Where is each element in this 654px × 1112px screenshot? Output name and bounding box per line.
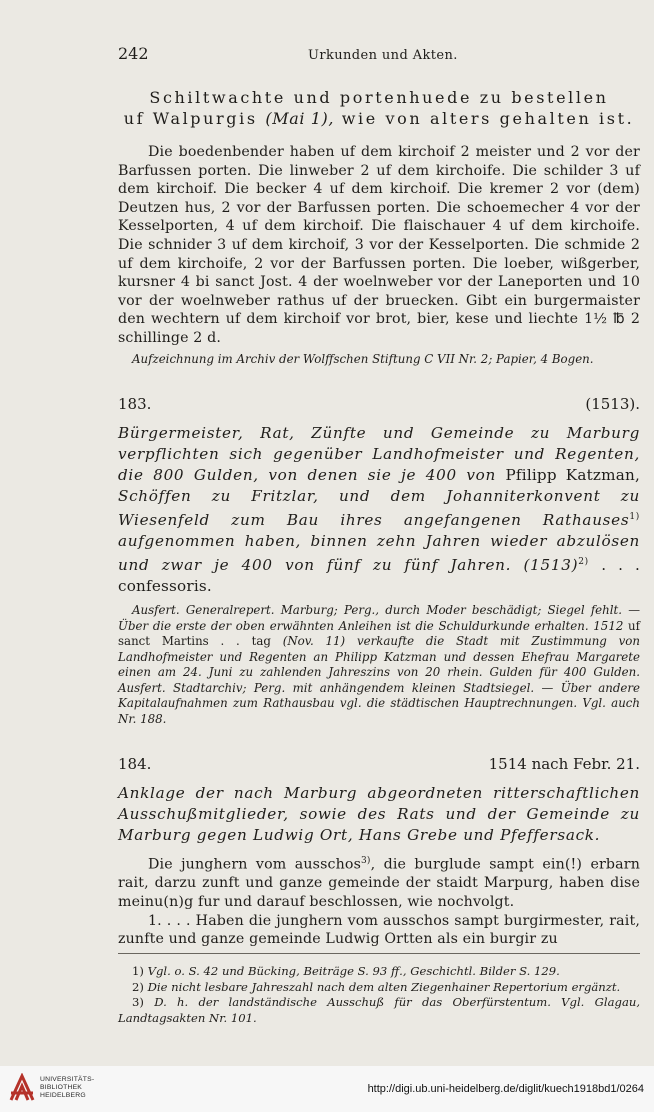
doc-184-heading <box>118 755 640 773</box>
footnote-mark-2[interactable]: 2) <box>578 557 589 568</box>
footnotes <box>118 953 640 1026</box>
doc-183-title: Bürgermeister, Rat, Zünfte und Gemeinde zu Marburg verpflichten sich gegenüber Landhofmeister und Regenten, die 800 Gulden, von denen sie je 400 von Pfilipp Katzman, Schöffen zu Fritzlar, und dem Johanniterkonvent zu Wiesenfeld zum Bau ihres angefangenen Rathauses$^{1)}$ aufgenommen haben, binnen zehn Jahren wieder abzulösen und zwar je 400 von fünf zu fünf Jahren. $(1513)^{2)}$ . . . confessoris. <box>118 424 641 596</box>
footnote-mark-1[interactable]: 1) <box>629 512 640 523</box>
doc-184-title: Anklage der nach Marburg abgeordneten ritterschaftlichen Ausschußmitglieder, sowie des Rats und der Gemeinde zu Marburg gegen Ludwig Ort, Hans Grebe und Pfeffersack. <box>118 784 640 845</box>
section-title-line1: Schiltwachte und portenhuede zu bestellen <box>149 88 609 107</box>
footnote-1: 1) Vgl. o. S. 42 und Bücking, Beiträge S. 93 ff., Geschichtl. Bilder S. 129. <box>132 964 560 978</box>
library-name: UNIVERSITÄTS- BIBLIOTHEK HEIDELBERG <box>40 1076 95 1099</box>
section-body: Die boedenbender haben uf dem kirchoif 2 meister und 2 vor der Barfussen porten. Die linweber 2 uf dem kirchoife. Die schilder 3 uf dem kirchoif. Die becker 4 uf dem kirchoif. Die kremer 2 vor (dem) Deutzen hus, 2 vor der Barfussen porten. Die schoemecher 4 vor der Kesselporten, 4 uf dem kirchoif. Die flaischauer 4 uf dem kirchoife. Die schnider 3 uf dem kirchoif, 3 vor der Kesselporten. Die schmide 2 uf dem kirchoife, 2 vor der Barfussen porten. Die loeber, wißgerber, kursner 4 bi sanct Jost. 4 der woelnweber vor der Laneporten und 10 vor der woelnweber rathus uf der bruecken. Gibt ein burgermaister den wechtern uf dem kirchoif vor brot, bier, kese und liechte 1½ ℔ 2 schillinge 2 d. <box>118 144 640 346</box>
library-footer <box>0 1066 654 1112</box>
section-archival-note: Aufzeichnung im Archiv der Wolffschen Stiftung C VII Nr. 2; Papier, 4 Bogen. <box>132 351 594 366</box>
section-title <box>118 87 640 129</box>
footnote-2: 2) Die nicht lesbare Jahreszahl nach dem alten Ziegenhainer Repertorium ergänzt. <box>132 979 621 994</box>
doc-183-date: (1513). <box>585 395 640 414</box>
section-title-date: (Mai 1), <box>265 109 335 128</box>
footnote-mark-3[interactable]: 3) <box>361 856 371 867</box>
running-title: Urkunden und Akten. <box>308 48 458 63</box>
doc-183-number: 183. <box>118 395 152 414</box>
doc-183-heading <box>118 395 640 413</box>
source-url-link[interactable]: http://digi.ub.uni-heidelberg.de/diglit/kuech1918bd1/0264 <box>367 1083 644 1095</box>
doc-184-body-2: 1. . . . Haben die junghern vom ausschos sampt burgirmester, rait, zunfte und ganze gemeinde Ludwig Ortten als ein burgir zu <box>118 912 640 948</box>
page-number: 242 <box>118 44 149 63</box>
library-logo-icon[interactable] <box>8 1073 36 1103</box>
section-title-line2: uf Walpurgis (Mai 1), wie von alters gehalten ist. <box>123 109 635 128</box>
doc-184-number: 184. <box>118 755 152 774</box>
page-header <box>118 44 640 63</box>
doc-184-body-1: Die junghern vom ausschos$^{3)}$, die burglude sampt ein(!) erbarn rait, darzu zunft und ganze gemeinde der staidt Marpurg, haben dise meinu(n)g fur und darauf beschlossen, wie nochvolgt. <box>118 856 640 911</box>
page-content <box>118 44 640 949</box>
footnote-3: 3) D. h. der landständische Ausschuß für das Oberfürstentum. Vgl. Glagau, Landtagsakten Nr. 101. <box>118 995 641 1025</box>
doc-184-date: 1514 nach Febr. 21. <box>488 755 640 774</box>
doc-183-note: Ausfert. Generalrepert. Marburg; Perg., durch Moder beschädigt; Siegel fehlt. — Über die erste der oben erwähnten Anleihen ist die Schuldurkunde erhalten. 1512 uf sanct Martins . . tag (Nov. 11) verkaufte die Stadt mit Zustimmung von Landhofmeister und Regenten an Philipp Katzman und dessen Ehefrau Margarete einen am 24. Juni zu zahlenden Jahreszins von 20 rhein. Gulden für 400 Gulden. Ausfert. Stadtarchiv; Perg. mit anhängendem kleinen Stadtsiegel. — Über andere Kapitalaufnahmen zum Rathausbau vgl. die städtischen Hauptrechnungen. Vgl. auch Nr. 188. <box>118 603 641 726</box>
doc-183-person-name: Pfilipp Katzman, <box>505 466 640 485</box>
